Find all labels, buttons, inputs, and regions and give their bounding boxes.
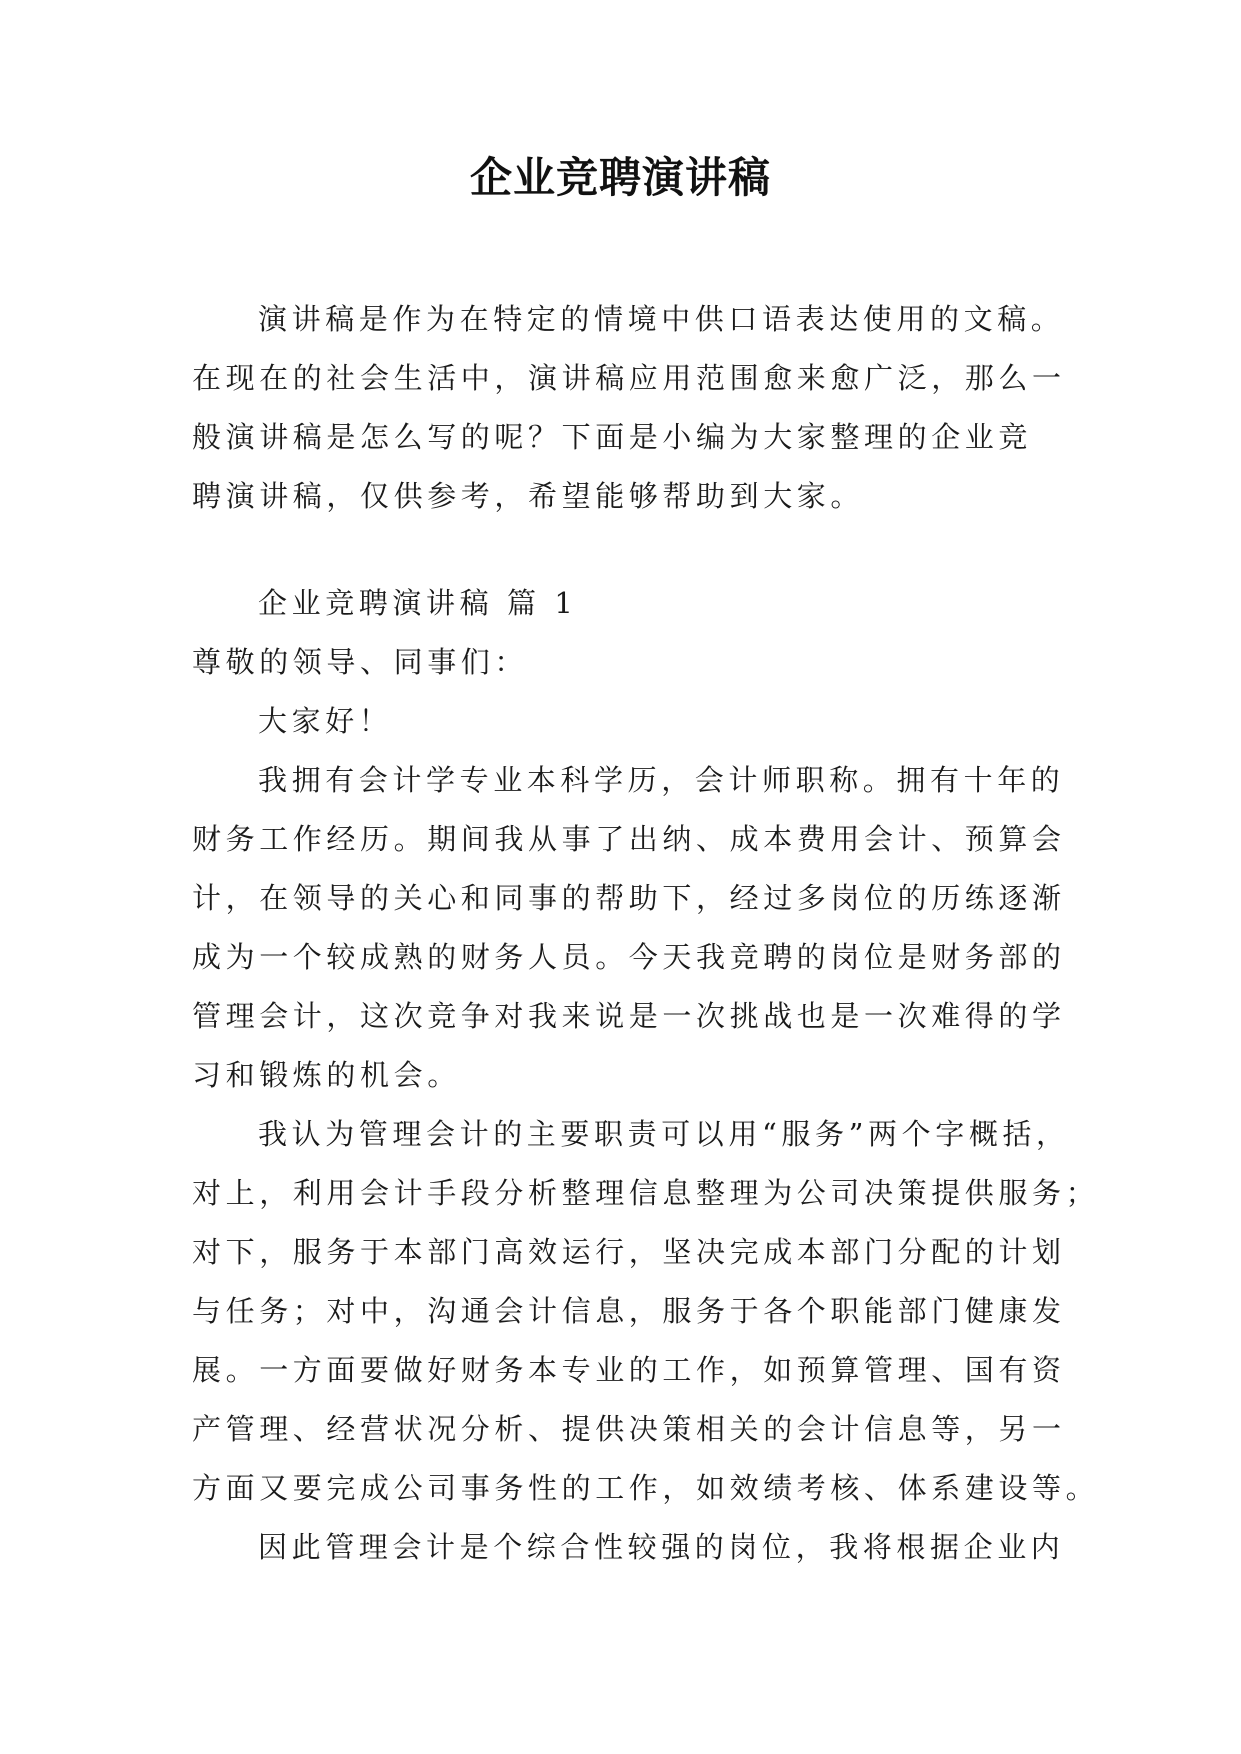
intro-paragraph — [192, 290, 1066, 526]
salutation: 尊敬的领导、同事们： — [192, 645, 529, 679]
paragraph-line: 产管理、经营状况分析、提供决策相关的会计信息等，另一 — [192, 1412, 1066, 1446]
intro-line: 聘演讲稿，仅供参考，希望能够帮助到大家。 — [192, 479, 865, 513]
document-body — [192, 290, 1100, 1577]
intro-line: 在现在的社会生活中，演讲稿应用范围愈来愈广泛，那么一 — [192, 361, 1066, 395]
section-heading: 企业竞聘演讲稿 篇 1 — [258, 586, 578, 620]
document-title: 企业竞聘演讲稿 — [469, 153, 771, 202]
paragraph-line: 与任务；对中，沟通会计信息，服务于各个职能部门健康发 — [192, 1294, 1066, 1328]
paragraph-line: 成为一个较成熟的财务人员。今天我竞聘的岗位是财务部的 — [192, 940, 1066, 974]
paragraph-line: 我拥有会计学专业本科学历，会计师职称。拥有十年的 — [258, 763, 1065, 797]
intro-line: 般演讲稿是怎么写的呢？下面是小编为大家整理的企业竞 — [192, 420, 1033, 454]
paragraph-1 — [192, 751, 1066, 1105]
paragraph-line: 对下，服务于本部门高效运行，坚决完成本部门分配的计划 — [192, 1235, 1066, 1269]
paragraph-line: 我认为管理会计的主要职责可以用“服务”两个字概括， — [258, 1117, 1070, 1151]
greeting: 大家好！ — [258, 704, 393, 738]
paragraph-line: 方面又要完成公司事务性的工作，如效绩考核、体系建设等。 — [192, 1471, 1100, 1505]
paragraph-line: 因此管理会计是个综合性较强的岗位，我将根据企业内 — [258, 1530, 1065, 1564]
paragraph-3 — [192, 1518, 1065, 1577]
paragraph-line: 展。一方面要做好财务本专业的工作，如预算管理、国有资 — [192, 1353, 1066, 1387]
paragraph-2 — [192, 1105, 1100, 1518]
paragraph-line: 计，在领导的关心和同事的帮助下，经过多岗位的历练逐渐 — [192, 881, 1066, 915]
paragraph-line: 对上，利用会计手段分析整理信息整理为公司决策提供服务； — [192, 1176, 1100, 1210]
paragraph-line: 财务工作经历。期间我从事了出纳、成本费用会计、预算会 — [192, 822, 1066, 856]
paragraph-line: 习和锻炼的机会。 — [192, 1058, 461, 1092]
paragraph-line: 管理会计，这次竞争对我来说是一次挑战也是一次难得的学 — [192, 999, 1066, 1033]
paragraph-gap — [192, 526, 1058, 574]
intro-line: 演讲稿是作为在特定的情境中供口语表达使用的文稿。 — [258, 302, 1065, 336]
